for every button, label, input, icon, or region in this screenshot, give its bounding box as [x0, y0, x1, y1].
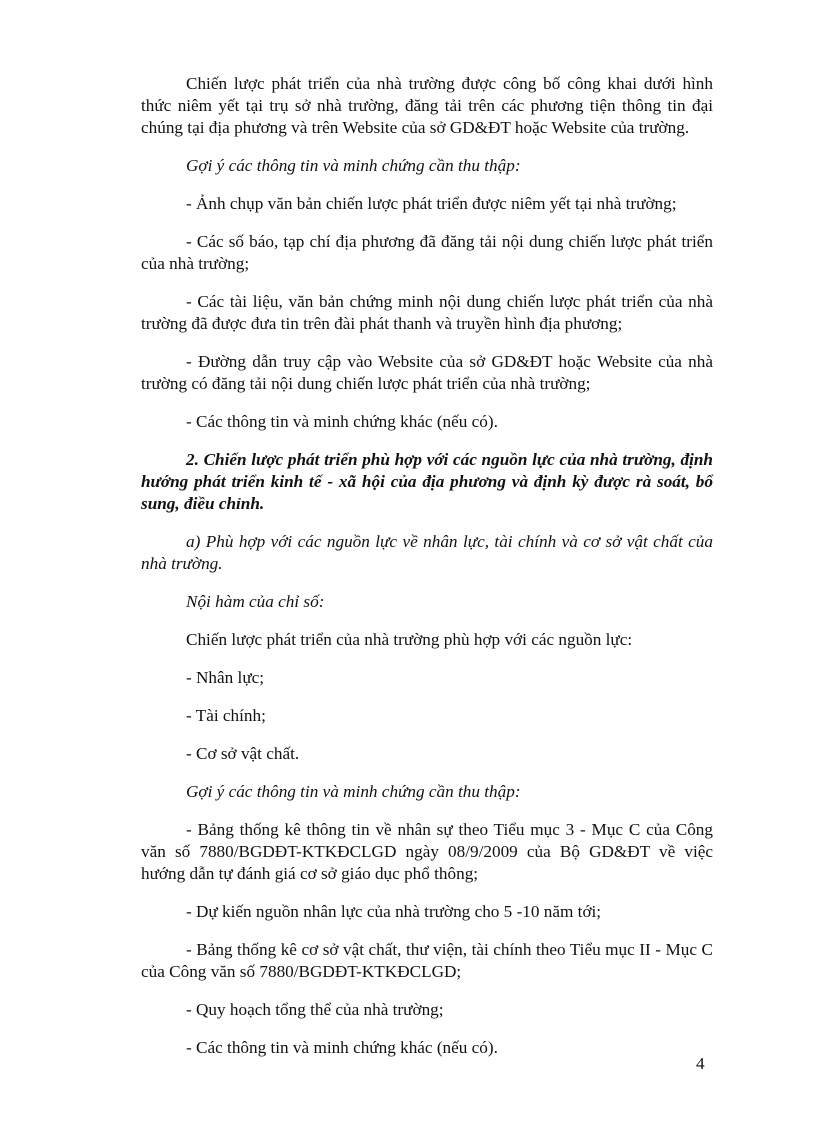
- list-item: - Bảng thống kê cơ sở vật chất, thư viện, tài chính theo Tiểu mục II - Mục C của Công văn số 7880/BGDĐT-KTKĐCLGD;: [141, 940, 713, 981]
- paragraph-strategy-publication: Chiến lược phát triển của nhà trường được công bố công khai dưới hình thức niêm yết tại trụ sở nhà trường, đăng tải trên các phương tiện thông tin đại chúng tại địa phương và trên Website của sở GD&ĐT hoặc Website của trường.: [141, 74, 713, 137]
- list-item: - Ảnh chụp văn bản chiến lược phát triển được niêm yết tại nhà trường;: [186, 194, 677, 213]
- list-item: - Bảng thống kê thông tin về nhân sự theo Tiểu mục 3 - Mục C của Công văn số 7880/BGDĐT-KTKĐCLGD ngày 08/9/2009 của Bộ GD&ĐT về việc hướng dẫn tự đánh giá cơ sở giáo dục phổ thông;: [141, 820, 713, 883]
- list-item: - Các thông tin và minh chứng khác (nếu có).: [186, 412, 498, 431]
- evidence-heading: Gợi ý các thông tin và minh chứng cần thu thập:: [186, 782, 521, 801]
- list-item: - Các thông tin và minh chứng khác (nếu có).: [186, 1038, 498, 1057]
- list-item: - Các số báo, tạp chí địa phương đã đăng tải nội dung chiến lược phát triển của nhà trường;: [141, 232, 713, 273]
- document-page: [141, 73, 713, 1059]
- paragraph: Chiến lược phát triển của nhà trường phù hợp với các nguồn lực:: [186, 630, 633, 649]
- evidence-heading: Gợi ý các thông tin và minh chứng cần thu thập:: [186, 156, 521, 175]
- list-item: - Quy hoạch tổng thể của nhà trường;: [186, 1000, 444, 1019]
- list-item: - Đường dẫn truy cập vào Website của sở GD&ĐT hoặc Website của nhà trường có đăng tải nội dung chiến lược phát triển của nhà trường;: [141, 352, 713, 393]
- section-heading: 2. Chiến lược phát triển phù hợp với các nguồn lực của nhà trường, định hướng phát triển kinh tế - xã hội của địa phương và định kỳ được rà soát, bổ sung, điều chỉnh.: [141, 450, 713, 513]
- page-number: 4: [696, 1054, 705, 1073]
- subsection-heading: a) Phù hợp với các nguồn lực về nhân lực, tài chính và cơ sở vật chất của nhà trường.: [141, 532, 713, 573]
- list-item: - Tài chính;: [186, 706, 266, 725]
- list-item: - Dự kiến nguồn nhân lực của nhà trường cho 5 -10 năm tới;: [186, 902, 602, 921]
- list-item: - Cơ sở vật chất.: [186, 744, 300, 763]
- list-item: - Nhân lực;: [186, 668, 265, 687]
- indicator-content-heading: Nội hàm của chỉ số:: [186, 592, 325, 611]
- list-item: - Các tài liệu, văn bản chứng minh nội dung chiến lược phát triển của nhà trường đã được đưa tin trên đài phát thanh và truyền hình địa phương;: [141, 292, 713, 333]
